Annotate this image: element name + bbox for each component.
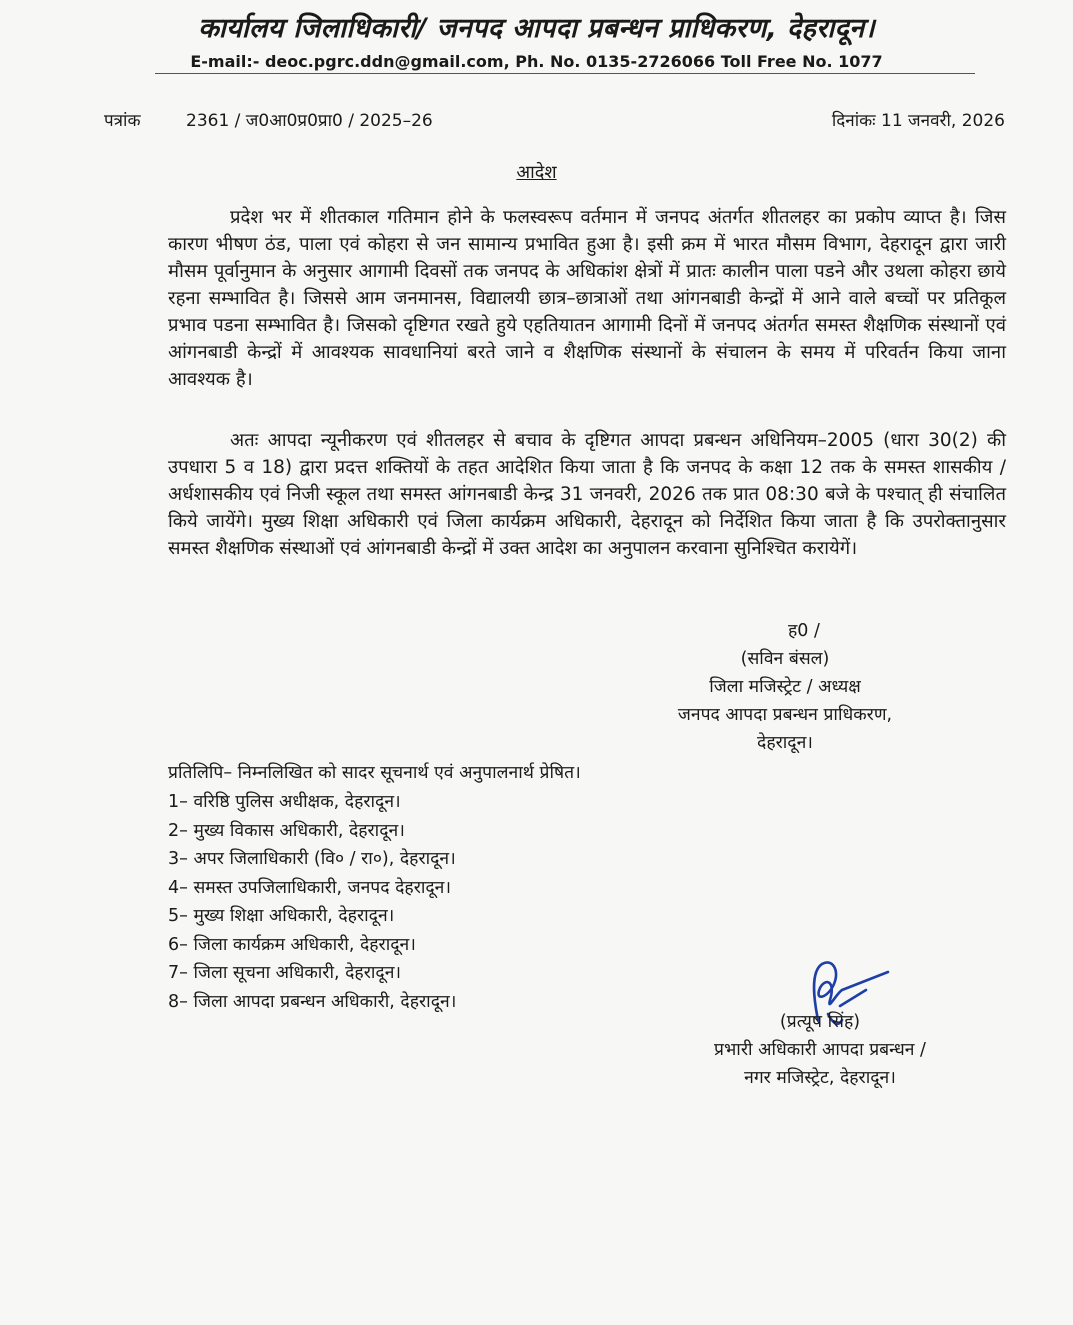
signatory2-name: (प्रत्यूष सिंह): [779, 1012, 861, 1032]
order-heading: आदेश: [516, 162, 557, 183]
reference-number: 2361 / ज0आ0प्र0प्रा0 / 2025–26: [186, 111, 433, 131]
reference-label: पत्रांक: [104, 111, 141, 131]
list-item: 2– मुख्य विकास अधिकारी, देहरादून।: [168, 820, 405, 841]
signatory-authority: जनपद आपदा प्रबन्धन प्राधिकरण,: [677, 705, 893, 725]
signatory-designation: जिला मजिस्ट्रेट / अध्यक्ष: [709, 677, 861, 697]
office-title: कार्यालय जिलाधिकारी/ जनपद आपदा प्रबन्धन प्राधिकरण, देहरादून।: [198, 13, 875, 44]
list-item: 6– जिला कार्यक्रम अधिकारी, देहरादून।: [168, 934, 416, 955]
copy-to-list: [168, 788, 456, 1016]
list-item: 1– वरिष्ठि पुलिस अधीक्षक, देहरादून।: [168, 792, 401, 812]
signatory2-office: नगर मजिस्ट्रेट, देहरादून।: [744, 1068, 896, 1088]
list-item: 5– मुख्य शिक्षा अधिकारी, देहरादून।: [168, 906, 395, 926]
signatory-place: देहरादून।: [757, 733, 813, 753]
signatory-block-city-magistrate: [640, 1008, 1000, 1092]
list-item: 3– अपर जिलाधिकारी (वि० / रा०), देहरादून।: [168, 849, 456, 869]
header-divider: [155, 73, 975, 74]
signatory-name: (सविन बंसल): [740, 649, 830, 669]
order-paragraph-1: प्रदेश भर में शीतकाल गतिमान होने के फलस्वरूप वर्तमान में जनपद अंतर्गत शीतलहर का प्रकोप व्याप्त है। जिस कारण भीषण ठंड, पाला एवं कोहरा से जन सामान्य प्रभावित हुआ है। इसी क्रम में भारत मौसम विभाग, देहरादून द्वारा जारी मौसम पूर्वानुमान के अनुसार आगामी दिवसों तक जनपद के अधिकांश क्षेत्रों में प्रातः कालीन पाला पडने और उथला कोहरा छाये रहना सम्भावित है। जिससे आम जनमानस, विद्यालयी छात्र–छात्राओं तथा आंगनबाडी केन्द्रों में आने वाले बच्चों पर प्रतिकूल प्रभाव पडना सम्भावित है। जिसको दृष्टिगत रखते हुये एहतियातन आगामी दिनों में जनपद अंतर्गत समस्त शैक्षणिक संस्थानों एवं आंगनबाडी केन्द्रों में आवश्यक सावधानियां बरते जाने व शैक्षणिक संस्थानों के संचालन के समय में परिवर्तन किया जाना आवश्यक है।: [168, 207, 1007, 390]
list-item: 4– समस्त उपजिलाधिकारी, जनपद देहरादून।: [168, 877, 452, 898]
signatory-block-dm: [620, 617, 950, 757]
signatory2-designation: प्रभारी अधिकारी आपदा प्रबन्धन /: [714, 1040, 926, 1060]
contact-line: E-mail:- deoc.pgrc.ddn@gmail.com, Ph. No. 0135-2726066 Toll Free No. 1077: [190, 52, 883, 71]
signed-mark: ह0 /: [788, 621, 820, 641]
list-item: 7– जिला सूचना अधिकारी, देहरादून।: [168, 963, 402, 983]
order-date: दिनांकः 11 जनवरी, 2026: [831, 111, 1005, 131]
copy-to-intro: प्रतिलिपि– निम्नलिखित को सादर सूचनार्थ एवं अनुपालनार्थ प्रेषित।: [168, 763, 581, 783]
list-item: 8– जिला आपदा प्रबन्धन अधिकारी, देहरादून।: [168, 991, 457, 1012]
order-paragraph-2: अतः आपदा न्यूनीकरण एवं शीतलहर से बचाव के दृष्टिगत आपदा प्रबन्धन अधिनियम–2005 (धारा 30(2) की उपधारा 5 व 18) द्वारा प्रदत्त शक्तियों के तहत आदेशित किया जाता है कि जनपद के कक्षा 12 तक के समस्त शासकीय / अर्धशासकीय एवं निजी स्कूल तथा समस्त आंगनबाडी केन्द्र 31 जनवरी, 2026 तक प्रात 08:30 बजे के पश्चात् ही संचालित किये जायेंगे। मुख्य शिक्षा अधिकारी एवं जिला कार्यक्रम अधिकारी, देहरादून को निर्देशित किया जाता है कि उपरोक्तानुसार समस्त शैक्षणिक संस्थाओं एवं आंगनबाडी केन्द्रों में उक्त आदेश का अनुपालन करवाना सुनिश्चित करायेगें।: [168, 430, 1006, 559]
